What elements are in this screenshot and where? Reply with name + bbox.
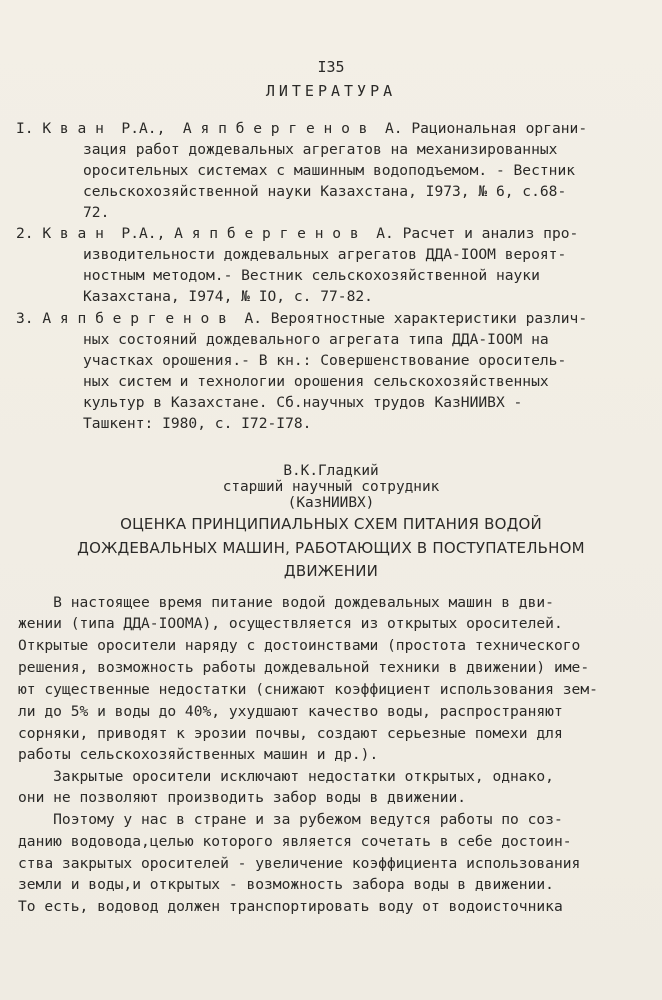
reference-line: Казахстана, I974, № IO, с. 77-82.	[83, 288, 373, 305]
body-line: В настоящее время питание водой дождевальных машин в дви-	[18, 594, 554, 611]
reference-line: изводительности дождевальных агрегатов ДДА-IOOM вероят-	[83, 246, 567, 263]
body-line: работы сельскохозяйственных машин и др.).	[18, 746, 379, 763]
title-line: ОЦЕНКА ПРИНЦИПИАЛЬНЫХ СХЕМ ПИТАНИЯ ВОДОЙ	[120, 515, 542, 533]
body-line: ют существенные недостатки (снижают коэффициент использования зем-	[18, 681, 598, 698]
reference-line: I. К в а н Р.А., А я п б е р г е н о в А. Рациональная органи-	[16, 120, 588, 137]
reference-line: ных состояний дождевального агрегата типа ДДА-IOOM на	[83, 331, 549, 348]
body-line: Закрытые оросители исключают недостатки открытых, однако,	[18, 768, 554, 785]
reference-line: сельскохозяйственной науки Казахстана, I973, № 6, с.68-	[83, 183, 567, 200]
body-line: жении (типа ДДА-IOOMA), осуществляется из открытых оросителей.	[18, 615, 563, 632]
reference-line: оросительных системах с машинным водоподъемом. - Вестник	[83, 162, 576, 179]
title-line: ДВИЖЕНИИ	[283, 562, 379, 580]
literature-heading: ЛИТЕРАТУРА	[265, 82, 397, 100]
reference-line: участках орошения.- В кн.: Совершенствование ороситель-	[83, 352, 567, 369]
body-line: данию водовода,целью которого является сочетать в себе достоин-	[18, 833, 572, 850]
reference-line: зация работ дождевальных агрегатов на механизированных	[83, 141, 558, 158]
body-line: сорняки, приводят к эрозии почвы, создают серьезные помехи для	[18, 725, 563, 742]
body-line: То есть, водовод должен транспортировать воду от водоисточника	[18, 898, 563, 915]
reference-line: Ташкент: I980, с. I72-I78.	[83, 415, 312, 432]
author-organization: (КазНИИВХ)	[287, 495, 375, 511]
body-line: решения, возможность работы дождевальной техники в движении) име-	[18, 659, 590, 676]
body-line: они не позволяют производить забор воды в движении.	[18, 789, 467, 806]
reference-line: 3. А я п б е р г е н о в А. Вероятностные характеристики различ-	[16, 310, 588, 327]
body-line: Открытые оросители наряду с достоинствами (простота технического	[18, 637, 581, 654]
reference-line: 72.	[83, 204, 110, 221]
title-line: ДОЖДЕВАЛЬНЫХ МАШИН, РАБОТАЮЩИХ В ПОСТУПАТЕЛЬНОМ	[77, 539, 585, 557]
body-line: земли и воды,и открытых - возможность забора воды в движении.	[18, 876, 554, 893]
body-line: ства закрытых оросителей - увеличение коэффициента использования	[18, 855, 581, 872]
reference-line: ностным методом.- Вестник сельскохозяйственной науки	[83, 267, 540, 284]
reference-line: ных систем и технологии орошения сельскохозяйственных	[83, 373, 549, 390]
author-name: В.К.Гладкий	[283, 463, 379, 479]
body-line: ли до 5% и воды до 40%, ухудшают качество воды, распространяют	[18, 703, 563, 720]
page-number: I35	[317, 58, 345, 76]
reference-line: культур в Казахстане. Сб.научных трудов КазНИИВХ -	[83, 394, 523, 411]
reference-line: 2. К в а н Р.А., А я п б е р г е н о в А. Расчет и анализ про-	[16, 225, 579, 242]
author-position: старший научный сотрудник	[222, 479, 440, 495]
body-line: Поэтому у нас в стране и за рубежом ведутся работы по соз-	[18, 811, 563, 828]
